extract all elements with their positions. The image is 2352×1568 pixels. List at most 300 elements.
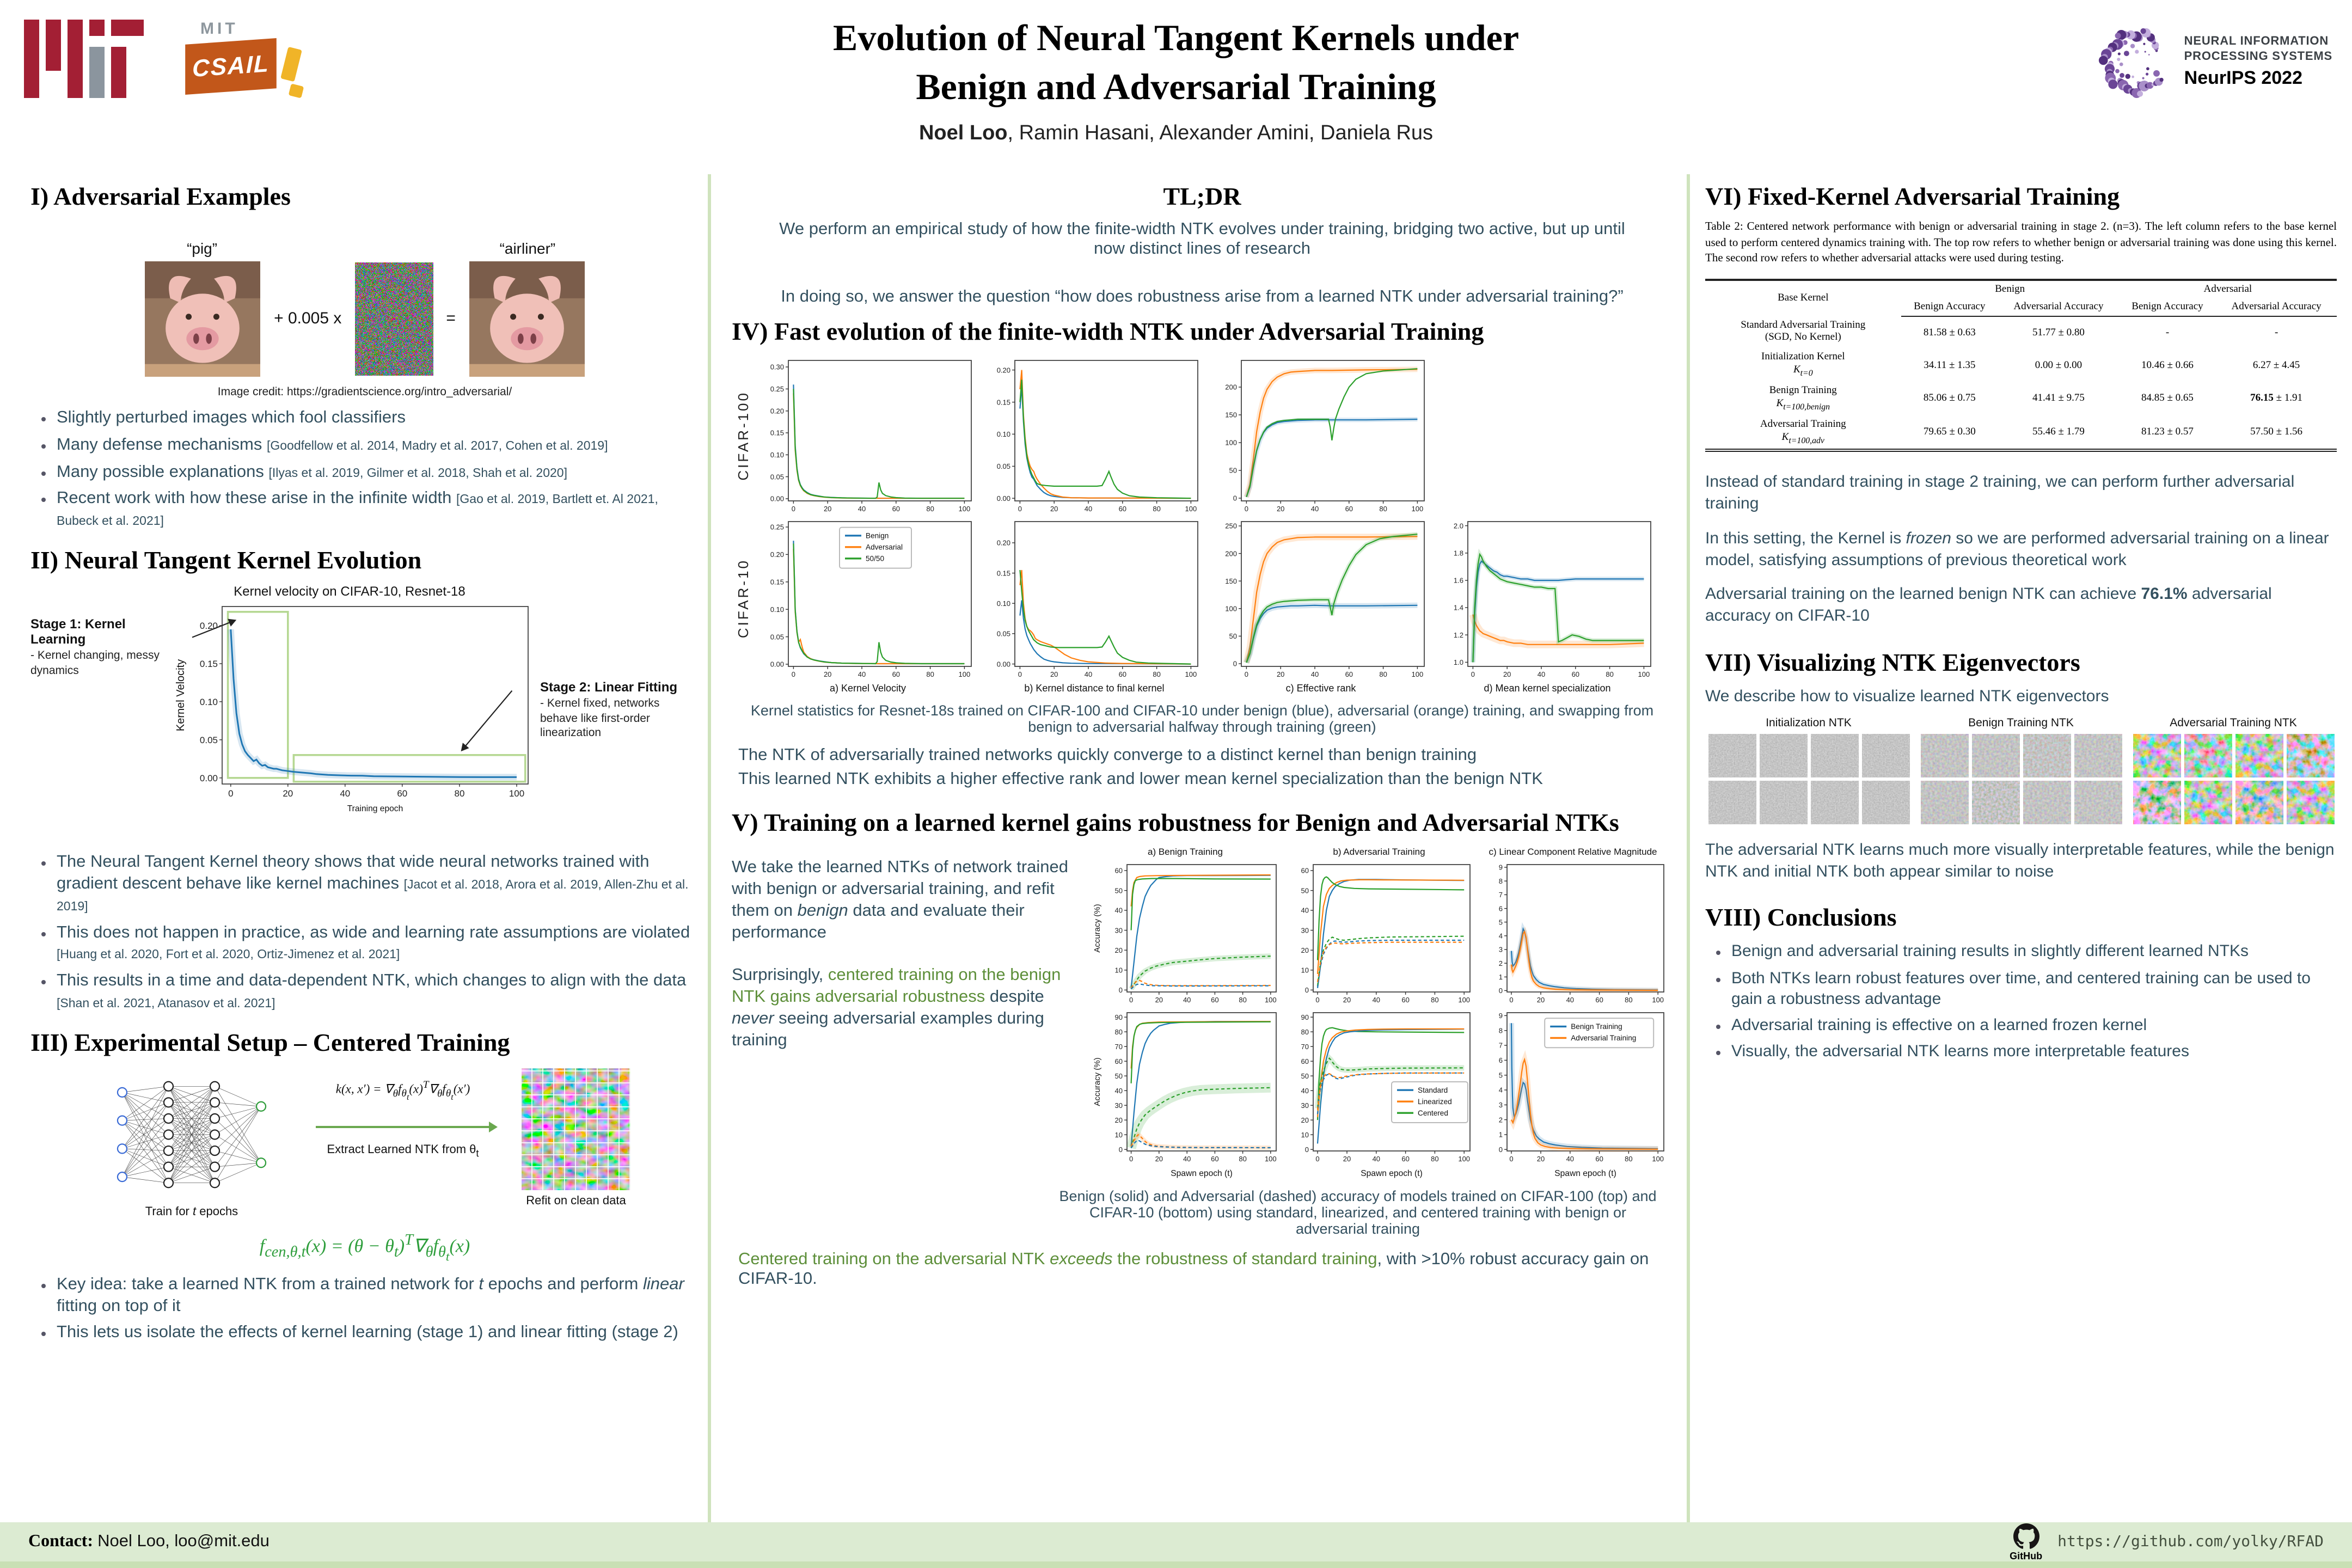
section-5-heading: V) Training on a learned kernel gains robustness for Benign and Adversarial NTKs: [732, 809, 1619, 836]
table-subheader: Benign Accuracy: [1901, 298, 1998, 316]
svg-text:80: 80: [1300, 1027, 1308, 1036]
svg-text:60: 60: [1210, 996, 1218, 1004]
cell: 81.58 ± 0.63: [1923, 327, 1976, 339]
sublabel-b: b) Kernel distance to final kernel: [1024, 683, 1165, 694]
svg-text:60: 60: [1595, 996, 1603, 1004]
svg-text:200: 200: [1225, 549, 1237, 558]
svg-text:0.10: 0.10: [770, 451, 784, 460]
svg-text:50: 50: [1300, 886, 1308, 895]
svg-text:5: 5: [1498, 1071, 1502, 1080]
svg-text:10: 10: [1300, 1130, 1308, 1139]
svg-text:Benign Training: Benign Training: [1570, 1022, 1622, 1031]
svg-text:100: 100: [1264, 1155, 1276, 1163]
svg-text:0: 0: [1315, 1155, 1319, 1163]
svg-text:60: 60: [1114, 866, 1122, 875]
svg-text:1: 1: [1498, 1130, 1502, 1139]
svg-text:100: 100: [1651, 1155, 1664, 1163]
svg-text:0: 0: [1304, 986, 1308, 995]
eigenvector-thumbnail: [2184, 781, 2232, 824]
cell: 41.41 ± 9.75: [2032, 393, 2085, 405]
svg-text:1.0: 1.0: [1453, 658, 1463, 667]
svg-text:30: 30: [1300, 926, 1308, 935]
section-7-intro: We describe how to visualize learned NTK eigenvectors: [1705, 687, 2109, 706]
svg-text:4: 4: [1498, 1086, 1502, 1094]
cell: 10.46 ± 0.66: [2141, 360, 2194, 371]
svg-text:20: 20: [1050, 505, 1058, 513]
svg-text:0: 0: [1315, 996, 1319, 1004]
svg-text:40: 40: [1310, 505, 1319, 513]
svg-text:60: 60: [1118, 670, 1127, 678]
table-caption: Table 2: Centered network performance with benign or adversarial training in stage 2. (n=3). The left column refers to the base kernel used to perform centered dynamics training with. The top row refers to whether benign or adversarial training was done using this kernel. The second row refers to whether adversarial attacks were used during testing.: [1705, 221, 2337, 265]
accuracy-caption: Benign (solid) and Adversarial (dashed) accuracy of models trained on CIFAR-100 (top) and CIFAR-10 (bottom) using standard, linearized, and centered training with benign or adversarial training: [1059, 1188, 1657, 1237]
takeaway-2: This learned NTK exhibits a higher effective rank and lower mean kernel specialization than the benign NTK: [738, 770, 1543, 788]
svg-text:20: 20: [1154, 1155, 1163, 1163]
svg-text:20: 20: [1114, 946, 1122, 954]
svg-text:1: 1: [1498, 973, 1502, 982]
bullet: • The Neural Tangent Kernel theory shows that wide neural networks trained with gradient descent behave like kernel machines [Jacot et al. 2018, Arora et al. 2019, Allen-Zhu et al. 2019]: [57, 852, 699, 916]
eigenvector-thumbnail: [1759, 734, 1807, 777]
cell: 51.77 ± 0.80: [2032, 327, 2085, 339]
svg-text:Training epoch: Training epoch: [347, 804, 403, 814]
svg-text:0.00: 0.00: [996, 494, 1010, 503]
chart-cifar10-effective-rank: [1212, 516, 1430, 682]
cifar-grid-image: [522, 1068, 630, 1190]
svg-text:50: 50: [1229, 632, 1237, 641]
svg-text:Standard: Standard: [1417, 1086, 1448, 1094]
svg-text:Adversarial Training: Adversarial Training: [1570, 1034, 1636, 1043]
benign-ntk-group: Benign Training NTK: [1920, 716, 2122, 824]
section-7-heading: VII) Visualizing NTK Eigenvectors: [1705, 649, 2080, 677]
svg-text:60: 60: [1401, 996, 1409, 1004]
svg-text:7: 7: [1498, 1041, 1502, 1050]
adversarial-example-figure: [30, 240, 699, 377]
left-column: [30, 172, 699, 1359]
eigenvector-thumbnail: [1810, 734, 1858, 777]
section-5-body: [732, 846, 1673, 1179]
svg-text:10: 10: [1114, 966, 1122, 975]
svg-text:50: 50: [1114, 1071, 1122, 1080]
cell: 81.23 ± 0.57: [2141, 426, 2194, 438]
neurips-year: NeurIPS 2022: [2184, 68, 2303, 89]
svg-text:0.20: 0.20: [770, 407, 784, 415]
section-2-bullets: [33, 852, 699, 1014]
svg-text:1.4: 1.4: [1453, 603, 1463, 612]
svg-text:0: 0: [1018, 505, 1022, 513]
svg-text:0.20: 0.20: [996, 538, 1010, 547]
svg-text:0.15: 0.15: [770, 428, 784, 437]
sublabel-d: d) Mean kernel specialization: [1484, 683, 1611, 694]
csail-exclamation: [280, 47, 302, 82]
svg-text:20: 20: [1342, 996, 1351, 1004]
svg-text:60: 60: [397, 788, 408, 799]
cell: 84.85 ± 0.65: [2141, 393, 2194, 405]
cell: 34.11 ± 1.35: [1924, 360, 1976, 371]
svg-text:0.15: 0.15: [996, 398, 1010, 407]
svg-text:40: 40: [1182, 1155, 1191, 1163]
svg-text:40: 40: [1114, 906, 1122, 915]
svg-text:40: 40: [1084, 505, 1093, 513]
svg-text:0: 0: [1233, 659, 1237, 668]
cell: 57.50 ± 1.56: [2250, 426, 2303, 438]
mit-logo-i: [89, 20, 105, 98]
svg-text:6: 6: [1498, 904, 1502, 913]
eigenvector-thumbnail: [2133, 734, 2180, 777]
svg-text:20: 20: [1503, 670, 1511, 678]
svg-text:0: 0: [791, 505, 796, 513]
svg-text:9: 9: [1498, 863, 1502, 872]
eigenvector-thumbnail: [2286, 734, 2334, 777]
row-label-cifar10: CIFAR-10: [734, 559, 751, 639]
svg-text:0.15: 0.15: [996, 569, 1010, 578]
svg-text:100: 100: [1638, 670, 1650, 678]
middle-column: [732, 172, 1673, 1289]
section-5-paragraph-2: Surprisingly, centered training on the benign NTK gains adversarial robustness despite never seeing adversarial examples during training: [732, 965, 1061, 1050]
github-url[interactable]: https://github.com/yolky/RFAD: [2057, 1533, 2324, 1551]
svg-text:40: 40: [857, 670, 866, 678]
chart-cifar10-benign-training: [1089, 1007, 1281, 1179]
svg-text:40: 40: [857, 505, 866, 513]
conclusion-bullet: • Both NTKs learn robust features over time, and centered training can be used to gain a robustness advantage: [1731, 967, 2337, 1009]
logo-row: [24, 20, 305, 111]
csail-logo: [185, 20, 305, 111]
centered-training-formula: $f_{cen,\theta,t}(x) = (\theta - \theta_t)^T\nabla_\theta f_{\theta_t}(x)$: [259, 1231, 470, 1264]
eigenvector-thumbnail: [1810, 781, 1858, 824]
conclusions-list: [1707, 941, 2337, 1062]
chart-cifar100-adversarial-training: [1283, 859, 1475, 1007]
svg-text:0.10: 0.10: [199, 697, 218, 708]
svg-text:40: 40: [1371, 1155, 1380, 1163]
eigenvector-thumbnail: [2184, 734, 2232, 777]
eigenvector-thumbnail: [2074, 781, 2122, 824]
svg-text:100: 100: [1185, 505, 1197, 513]
svg-text:0.05: 0.05: [770, 633, 784, 641]
svg-text:80: 80: [926, 505, 934, 513]
svg-text:80: 80: [1153, 505, 1161, 513]
figure-caption: Kernel statistics for Resnet-18s trained on CIFAR-100 and CIFAR-10 under benign (blue), adversarial (orange) training, and swapping from benign to adversarial halfway through training (green): [750, 702, 1654, 735]
svg-text:0.20: 0.20: [996, 366, 1010, 375]
svg-text:30: 30: [1114, 926, 1122, 935]
chart-title-adversarial: b) Adversarial Training: [1333, 846, 1425, 857]
svg-text:20: 20: [1276, 505, 1285, 513]
svg-text:40: 40: [1310, 670, 1319, 678]
svg-text:70: 70: [1114, 1042, 1122, 1051]
svg-text:60: 60: [1300, 1057, 1308, 1065]
svg-text:40: 40: [1084, 670, 1093, 678]
svg-text:20: 20: [823, 505, 832, 513]
svg-text:80: 80: [1606, 670, 1614, 678]
table-subheader: Adversarial Accuracy: [1998, 298, 2119, 316]
chart-cifar100-kernel-distance: [985, 355, 1203, 516]
conclusion-bullet: • Visually, the adversarial NTK learns more interpretable features: [1731, 1041, 2337, 1062]
svg-text:20: 20: [1276, 670, 1285, 678]
bullet: • Key idea: take a learned NTK from a trained network for t epochs and perform linear fitting on top of it: [57, 1274, 699, 1317]
table-corner-header: Base Kernel: [1778, 293, 1829, 304]
eigenvector-thumbnail: [1708, 734, 1756, 777]
table-subheader: Benign Accuracy: [2119, 298, 2216, 316]
chart-cifar10-specialization: [1438, 516, 1656, 682]
svg-text:40: 40: [1300, 906, 1308, 915]
svg-text:40: 40: [340, 788, 351, 799]
svg-text:0: 0: [1018, 670, 1022, 678]
svg-text:60: 60: [1345, 505, 1353, 513]
chart-title-linear-component: c) Linear Component Relative Magnitude: [1489, 846, 1657, 857]
row-name: Standard Adversarial Training (SGD, No Kernel): [1741, 320, 1866, 344]
eigenvector-figure: [1705, 716, 2337, 824]
svg-text:0: 0: [228, 788, 234, 799]
svg-text:60: 60: [1300, 866, 1308, 875]
train-label: Train for t epochs: [145, 1205, 238, 1218]
eigenvector-thumbnail: [1708, 781, 1756, 824]
table-group-adversarial: Adversarial: [2203, 284, 2252, 296]
svg-text:Accuracy (%): Accuracy (%): [1092, 904, 1101, 953]
cell: 0.00 ± 0.00: [2035, 360, 2082, 371]
row-name: Benign Training $K_{t=100,benign}$: [1769, 385, 1837, 412]
svg-text:0.00: 0.00: [996, 660, 1010, 669]
bullet: • Recent work with how these arise in the infinite width [Gao et al. 2019, Bartlett et. Al 2021, Bubeck et al. 2021]: [57, 488, 699, 531]
eigenvector-thumbnail: [2286, 781, 2334, 824]
neurips-logo: NEURAL INFORMATION PROCESSING SYSTEMS NeurIPS 2022: [2093, 20, 2332, 105]
table-row: [1705, 349, 2337, 382]
table-group-benign: Benign: [1995, 284, 2025, 296]
svg-text:Spawn epoch (t): Spawn epoch (t): [1360, 1169, 1422, 1178]
image-credit: Image credit: https://gradientscience.org/intro_adversarial/: [217, 385, 512, 399]
svg-text:150: 150: [1225, 411, 1237, 419]
svg-text:0.30: 0.30: [770, 363, 784, 371]
svg-text:40: 40: [1565, 996, 1574, 1004]
svg-text:0.10: 0.10: [996, 430, 1010, 439]
eigenvector-thumbnail: [2235, 781, 2283, 824]
svg-text:150: 150: [1225, 577, 1237, 585]
mit-logo-bar: [24, 20, 39, 98]
svg-text:80: 80: [454, 788, 465, 799]
svg-text:30: 30: [1114, 1101, 1122, 1110]
cell: 76.15 ± 1.91: [2250, 393, 2303, 405]
section-6-paragraph-1: Instead of standard training in stage 2 training, we can perform further adversarial training: [1705, 473, 2295, 513]
conclusion-bullet: • Adversarial training is effective on a learned frozen kernel: [1731, 1015, 2337, 1036]
svg-text:80: 80: [1238, 996, 1246, 1004]
svg-text:8: 8: [1498, 877, 1502, 885]
row-name: Adversarial Training $K_{t=100,adv}$: [1760, 419, 1846, 445]
github-block: [2010, 1523, 2324, 1561]
section-4-heading: IV) Fast evolution of the finite-width NTK under Adversarial Training: [732, 318, 1484, 345]
bullet: • This does not happen in practice, as wide and learning rate assumptions are violated [Huang et al. 2020, Fort et al. 2020, Ortiz-Jimenez et al. 2021]: [57, 922, 699, 965]
svg-text:40: 40: [1537, 670, 1546, 678]
perturbed-pig-image: [469, 261, 586, 377]
table-row: [1705, 382, 2337, 415]
neural-network-diagram: [99, 1068, 284, 1201]
svg-text:80: 80: [1379, 670, 1387, 678]
svg-text:40: 40: [1371, 996, 1380, 1004]
svg-text:Benign: Benign: [866, 531, 889, 540]
svg-text:1.2: 1.2: [1453, 630, 1463, 639]
chart-cifar100-linear-component: [1477, 859, 1669, 1007]
svg-text:80: 80: [1430, 996, 1438, 1004]
svg-text:0: 0: [1509, 996, 1513, 1004]
kernel-velocity-figure: [30, 584, 699, 843]
svg-text:50: 50: [1114, 886, 1122, 895]
svg-text:80: 80: [1114, 1027, 1122, 1036]
mit-logo-t: [111, 20, 144, 98]
eigenvector-thumbnail: [2133, 781, 2180, 824]
svg-text:0.20: 0.20: [770, 550, 784, 559]
eigenvector-thumbnail: [1920, 781, 1968, 824]
svg-text:20: 20: [1300, 946, 1308, 954]
svg-text:100: 100: [958, 670, 971, 678]
table-row: [1705, 316, 2337, 349]
svg-text:100: 100: [1185, 670, 1197, 678]
svg-text:200: 200: [1225, 383, 1237, 391]
svg-text:70: 70: [1300, 1042, 1308, 1051]
cell: 79.65 ± 0.30: [1923, 426, 1976, 438]
github-octocat-icon: [2013, 1523, 2039, 1549]
tldr-paragraph-1: We perform an empirical study of how the finite-width NTK evolves under training, bridging two active, but up until now distinct lines of research: [779, 220, 1625, 258]
right-column: [1705, 172, 2337, 1077]
mit-logo-bar: [68, 20, 83, 98]
svg-text:6: 6: [1498, 1056, 1502, 1065]
svg-text:0.15: 0.15: [770, 578, 784, 586]
svg-text:2: 2: [1498, 1116, 1502, 1124]
svg-text:7: 7: [1498, 891, 1502, 899]
bullet: • This results in a time and data-dependent NTK, which changes to align with the data [Shan et al. 2021, Atanasov et al. 2021]: [57, 971, 699, 1014]
svg-text:0.05: 0.05: [770, 473, 784, 481]
stage1-annotation: Stage 1: Kernel Learning - Kernel changing, messy dynamics: [30, 616, 160, 677]
section-7-paragraph: The adversarial NTK learns much more visually interpretable features, while the benign NTK and initial NTK both appear similar to noise: [1705, 840, 2335, 881]
column-separator: [708, 174, 711, 1522]
svg-text:50: 50: [1300, 1071, 1308, 1080]
tldr-heading: TL;DR: [1163, 183, 1241, 210]
adversarial-noise-image: [354, 262, 433, 376]
takeaway-1: The NTK of adversarially trained networks quickly converge to a distinct kernel than benign training: [738, 746, 1477, 764]
kernel-statistics-grid: [732, 355, 1673, 694]
svg-text:20: 20: [1300, 1116, 1308, 1124]
chart-title-benign: a) Benign Training: [1148, 846, 1223, 857]
chart-cifar10-linear-component: [1477, 1007, 1669, 1179]
eigenvector-thumbnail: [1920, 734, 1968, 777]
svg-text:100: 100: [1264, 996, 1276, 1004]
svg-text:20: 20: [1536, 996, 1545, 1004]
svg-text:60: 60: [1210, 1155, 1218, 1163]
section-2-heading: II) Neural Tangent Kernel Evolution: [30, 547, 422, 574]
stage2-annotation: Stage 2: Linear Fitting - Kernel fixed, networks behave like first-order linearization: [540, 679, 678, 740]
svg-text:100: 100: [958, 505, 971, 513]
eigenvector-thumbnail: [1971, 734, 2019, 777]
svg-text:100: 100: [1411, 505, 1424, 513]
svg-text:100: 100: [509, 788, 525, 799]
airliner-label: “airliner”: [499, 240, 556, 257]
svg-text:60: 60: [1118, 505, 1127, 513]
section-6-heading: VI) Fixed-Kernel Adversarial Training: [1705, 183, 2120, 210]
section-5-takeaway: Centered training on the adversarial NTK exceeds the robustness of standard training, with >10% robust accuracy gain on CIFAR-10.: [738, 1250, 1649, 1288]
svg-text:20: 20: [1154, 996, 1163, 1004]
svg-text:100: 100: [1457, 996, 1470, 1004]
svg-text:2: 2: [1498, 959, 1502, 967]
section-6-paragraph-3: Adversarial training on the learned benign NTK can achieve 76.1% adversarial accuracy on CIFAR-10: [1705, 585, 2272, 626]
svg-text:0: 0: [1128, 1155, 1133, 1163]
row-label-cifar100: CIFAR-100: [734, 390, 751, 481]
svg-text:60: 60: [892, 670, 901, 678]
title-block: [610, 15, 1742, 146]
svg-text:10: 10: [1300, 966, 1308, 975]
svg-text:Linearized: Linearized: [1417, 1098, 1451, 1106]
svg-text:0: 0: [1244, 670, 1249, 678]
svg-text:5: 5: [1498, 918, 1502, 927]
svg-text:60: 60: [1401, 1155, 1409, 1163]
equals-operator: =: [446, 309, 456, 327]
ntk-formula: k(x, $x') = \nabla_\theta f_{\theta_t}(x)^T\nabla_\theta f_{\theta_t}(x')$: [335, 1079, 470, 1102]
svg-text:0.10: 0.10: [996, 599, 1010, 608]
svg-text:100: 100: [1411, 670, 1424, 678]
svg-text:90: 90: [1300, 1013, 1308, 1021]
svg-text:0: 0: [791, 670, 796, 678]
section-3-bullets: [33, 1274, 699, 1344]
table-2: [1705, 279, 2337, 452]
cell: 55.46 ± 1.79: [2032, 426, 2085, 438]
cell: 6.27 ± 4.45: [2252, 360, 2300, 371]
svg-text:0: 0: [1471, 670, 1475, 678]
svg-text:0: 0: [1118, 986, 1122, 995]
github-logo: GitHub: [2010, 1523, 2042, 1561]
svg-text:20: 20: [1342, 1155, 1351, 1163]
csail-box: CSAIL: [185, 38, 277, 95]
svg-text:90: 90: [1114, 1013, 1122, 1021]
svg-text:60: 60: [1345, 670, 1353, 678]
conclusion-bullet: • Benign and adversarial training results in slightly different learned NTKs: [1731, 941, 2337, 962]
extract-label: Extract Learned NTK from $\theta_t$: [327, 1143, 479, 1159]
authors: Noel Loo, Ramin Hasani, Alexander Amini, Daniela Rus: [918, 121, 1434, 145]
svg-text:0: 0: [1498, 987, 1502, 995]
row-name: Initialization Kernel $K_{t=0}$: [1761, 352, 1845, 378]
svg-text:4: 4: [1498, 932, 1502, 940]
setup-diagram: [30, 1068, 699, 1218]
table-row: [1705, 415, 2337, 450]
svg-text:8: 8: [1498, 1026, 1502, 1035]
svg-text:30: 30: [1300, 1101, 1308, 1110]
chart-cifar10-kernel-distance: [985, 516, 1203, 682]
eigenvector-thumbnail: [1759, 781, 1807, 824]
bullet: • This lets us isolate the effects of kernel learning (stage 1) and linear fitting (stage 2): [57, 1322, 699, 1344]
cell: 85.06 ± 0.75: [1923, 393, 1976, 405]
svg-text:0.10: 0.10: [770, 605, 784, 614]
svg-text:100: 100: [1225, 604, 1237, 613]
svg-text:Centered: Centered: [1417, 1109, 1448, 1117]
svg-text:80: 80: [1379, 505, 1387, 513]
chart-cifar100-effective-rank: [1212, 355, 1430, 516]
bullet: • Many defense mechanisms [Goodfellow et al. 2014, Madry et al. 2017, Cohen et al. 2019]: [57, 434, 699, 456]
svg-text:80: 80: [1153, 670, 1161, 678]
mit-logo-bar: [46, 20, 61, 71]
header: [0, 0, 2352, 172]
svg-text:60: 60: [1571, 670, 1580, 678]
svg-text:0: 0: [1509, 1155, 1513, 1163]
svg-text:0.20: 0.20: [199, 621, 218, 632]
section-1-bullets: [33, 407, 699, 531]
svg-text:0.15: 0.15: [199, 659, 218, 670]
svg-text:40: 40: [1114, 1086, 1122, 1095]
svg-text:40: 40: [1300, 1086, 1308, 1095]
initialization-ntk-group: Initialization NTK: [1708, 716, 1909, 824]
eigenvector-thumbnail: [1861, 734, 1909, 777]
svg-text:80: 80: [1238, 1155, 1246, 1163]
accuracy-charts: [1089, 846, 1669, 1179]
sublabel-c: c) Effective rank: [1285, 683, 1356, 694]
tldr-paragraph-2: In doing so, we answer the question “how does robustness arise from a learned NTK under adversarial training?”: [781, 287, 1624, 306]
svg-text:20: 20: [823, 670, 832, 678]
csail-mit-text: MIT: [200, 20, 238, 38]
section-1-heading: I) Adversarial Examples: [30, 183, 291, 210]
column-separator: [1687, 174, 1690, 1522]
svg-text:0.00: 0.00: [199, 773, 218, 784]
svg-text:Adversarial: Adversarial: [866, 543, 903, 552]
